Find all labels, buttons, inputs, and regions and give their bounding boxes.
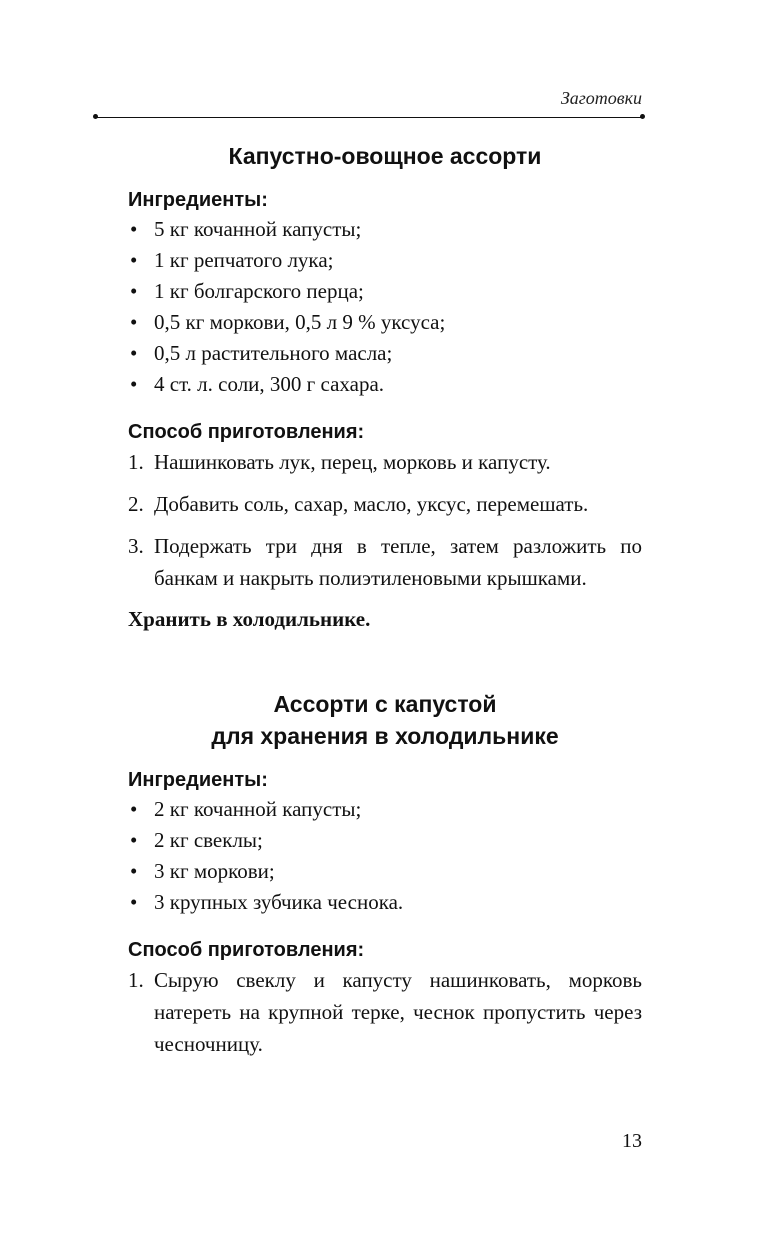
step-number: 2. <box>128 492 144 516</box>
steps-list <box>128 446 642 594</box>
step-item <box>128 446 642 478</box>
step-text: Добавить соль, сахар, масло, уксус, перемешать. <box>154 492 589 516</box>
page-number: 13 <box>622 1130 642 1152</box>
recipe-1 <box>128 140 642 634</box>
step-item <box>128 964 642 1060</box>
list-item: • 3 кг моркови; <box>128 856 642 887</box>
ingredients-list <box>128 794 642 918</box>
step-text: Нашинковать лук, перец, морковь и капусту. <box>154 450 551 474</box>
steps-list <box>128 964 642 1060</box>
step-number: 3. <box>128 534 144 558</box>
list-item: • 2 кг кочанной капусты; <box>128 794 642 825</box>
recipe-title: Капустно-овощное ассорти <box>228 143 542 169</box>
page-content <box>128 140 642 1070</box>
step-item <box>128 488 642 520</box>
storage-note: Хранить в холодильнике. <box>128 607 371 631</box>
list-item: • 0,5 кг моркови, 0,5 л 9 % уксуса; <box>128 307 642 338</box>
recipe-title-line-1: Ассорти с капустой <box>273 691 497 717</box>
list-item: • 2 кг свеклы; <box>128 825 642 856</box>
list-item: • 0,5 л растительного масла; <box>128 338 642 369</box>
header-rule <box>96 117 642 118</box>
step-number: 1. <box>128 968 144 992</box>
list-item: • 5 кг кочанной капусты; <box>128 214 642 245</box>
step-item <box>128 530 642 594</box>
list-item: • 4 ст. л. соли, 300 г сахара. <box>128 369 642 400</box>
recipe-title <box>128 688 642 752</box>
ingredients-heading: Ингредиенты: <box>128 189 268 211</box>
method-heading: Способ приготовления: <box>128 421 365 443</box>
list-item: • 1 кг болгарского перца; <box>128 276 642 307</box>
list-item: • 3 крупных зубчика чеснока. <box>128 887 642 918</box>
list-item: • 1 кг репчатого лука; <box>128 245 642 276</box>
ingredients-heading: Ингредиенты: <box>128 769 268 791</box>
recipe-2 <box>128 688 642 1060</box>
ingredients-list <box>128 214 642 400</box>
step-text: Сырую свеклу и капусту нашинковать, морковь натереть на крупной терке, чеснок пропустить через чесночницу. <box>154 968 642 1056</box>
method-heading: Способ приготовления: <box>128 939 365 961</box>
step-text: Подержать три дня в тепле, затем разложить по банкам и накрыть полиэтиленовыми крышками. <box>154 534 642 590</box>
step-number: 1. <box>128 450 144 474</box>
recipe-title-line-2: для хранения в холодильнике <box>211 723 559 749</box>
running-head: Заготовки <box>560 88 642 108</box>
